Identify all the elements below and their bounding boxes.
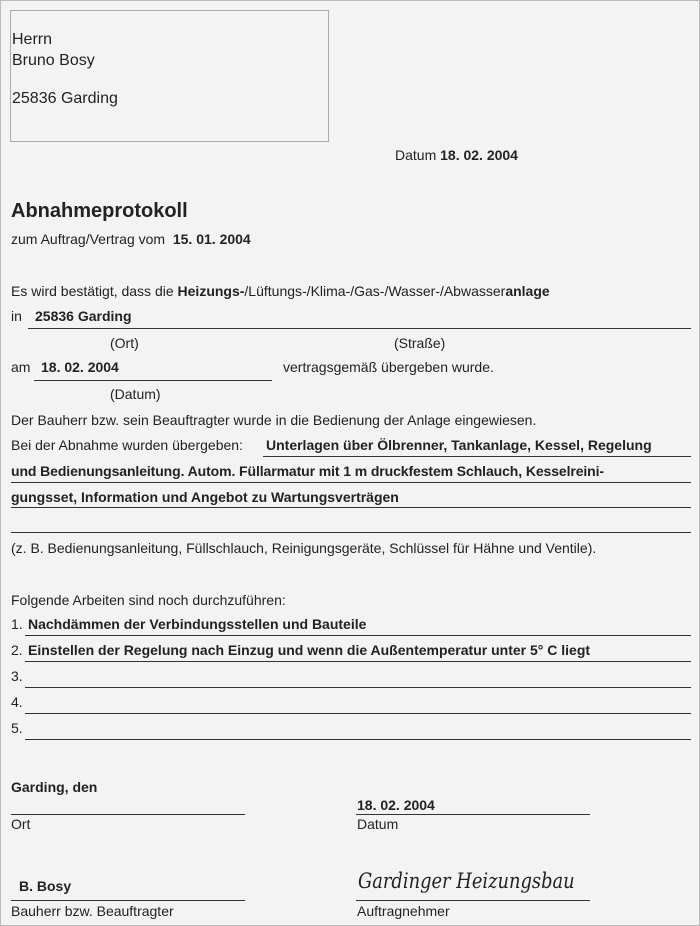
work-number: 5.: [11, 720, 23, 736]
address-box: [10, 10, 329, 142]
handover-date: 18. 02. 2004: [41, 359, 119, 375]
handover-underline: [34, 380, 272, 381]
handed-prefix: Bei der Abnahme wurden übergeben:: [11, 437, 243, 453]
handed-line-2: und Bedienungsanleitung. Autom. Füllarmatur mit 1 m druckfestem Schlauch, Kesselreini-: [11, 463, 604, 479]
date-label: Datum: [395, 147, 437, 163]
signoff-place: Garding, den: [11, 779, 98, 795]
handed-underline-3: [11, 507, 691, 508]
confirm-bold1: Heizungs-: [177, 283, 245, 299]
location-prefix: in: [11, 308, 22, 324]
contractor-label: Auftragnehmer: [357, 903, 450, 919]
handed-line-3: gungsset, Information und Angebot zu Wartungsverträgen: [11, 489, 399, 505]
datum-signature-line: [356, 814, 590, 815]
work-underline: [25, 635, 691, 636]
handed-line-1: Unterlagen über Ölbrenner, Tankanlage, Kessel, Regelung: [266, 437, 652, 453]
location-value: 25836 Garding: [35, 308, 132, 324]
client-signature: B. Bosy: [19, 878, 72, 894]
date-line: [395, 147, 518, 163]
confirm-middle: /Lüftungs-/Klima-/Gas-/Wasser-/Abwasser: [244, 283, 506, 299]
work-number: 4.: [11, 694, 23, 710]
address-salutation: Herrn: [12, 31, 53, 48]
handover-suffix: vertragsgemäß übergeben wurde.: [283, 359, 494, 375]
location-underline: [28, 328, 691, 329]
handed-underline-1: [263, 456, 691, 457]
handed-underline-4: [11, 532, 691, 533]
work-item-1: Nachdämmen der Verbindungsstellen und Bauteile: [28, 616, 367, 632]
work-underline: [25, 661, 691, 662]
handed-underline-2: [11, 482, 691, 483]
work-number: 1.: [11, 616, 23, 632]
contractor-signature: Gardinger Heizungsbau: [358, 869, 575, 893]
client-label: Bauherr bzw. Beauftragter: [11, 903, 174, 919]
datum-label: Datum: [357, 816, 399, 832]
date-value: 18. 02. 2004: [440, 147, 518, 163]
signoff-date: 18. 02. 2004: [357, 797, 435, 813]
order-line: [11, 231, 251, 247]
confirm-prefix: Es wird bestätigt, dass die: [11, 283, 178, 299]
work-underline: [25, 739, 691, 740]
address-city: 25836 Garding: [12, 90, 118, 107]
ort-caption: (Ort): [110, 335, 139, 351]
strasse-caption: (Straße): [394, 335, 446, 351]
work-number: 2.: [11, 642, 23, 658]
work-number: 3.: [11, 668, 23, 684]
confirm-bold2: anlage: [505, 283, 550, 299]
handed-hint: (z. B. Bedienungsanleitung, Füllschlauch, Reinigungsgeräte, Schlüssel für Hähne und Ventile).: [11, 540, 597, 556]
address-name: Bruno Bosy: [12, 52, 95, 69]
datum-caption: (Datum): [110, 386, 161, 402]
ort-signature-line: [11, 814, 245, 815]
contractor-signature-line: [356, 900, 590, 901]
order-label: zum Auftrag/Vertrag vom: [11, 231, 166, 247]
works-intro: Folgende Arbeiten sind noch durchzuführen:: [11, 592, 286, 608]
work-item-2: Einstellen der Regelung nach Einzug und wenn die Außentemperatur unter 5° C liegt: [28, 642, 591, 658]
handover-prefix: am: [11, 359, 31, 375]
confirm-text: [11, 283, 550, 299]
ort-label: Ort: [11, 816, 31, 832]
work-underline: [25, 713, 691, 714]
client-signature-line: [11, 900, 245, 901]
order-date: 15. 01. 2004: [172, 231, 251, 247]
work-underline: [25, 687, 691, 688]
page-title: Abnahmeprotokoll: [11, 200, 188, 222]
instructed-text: Der Bauherr bzw. sein Beauftragter wurde in die Bedienung der Anlage eingewiesen.: [11, 412, 537, 428]
